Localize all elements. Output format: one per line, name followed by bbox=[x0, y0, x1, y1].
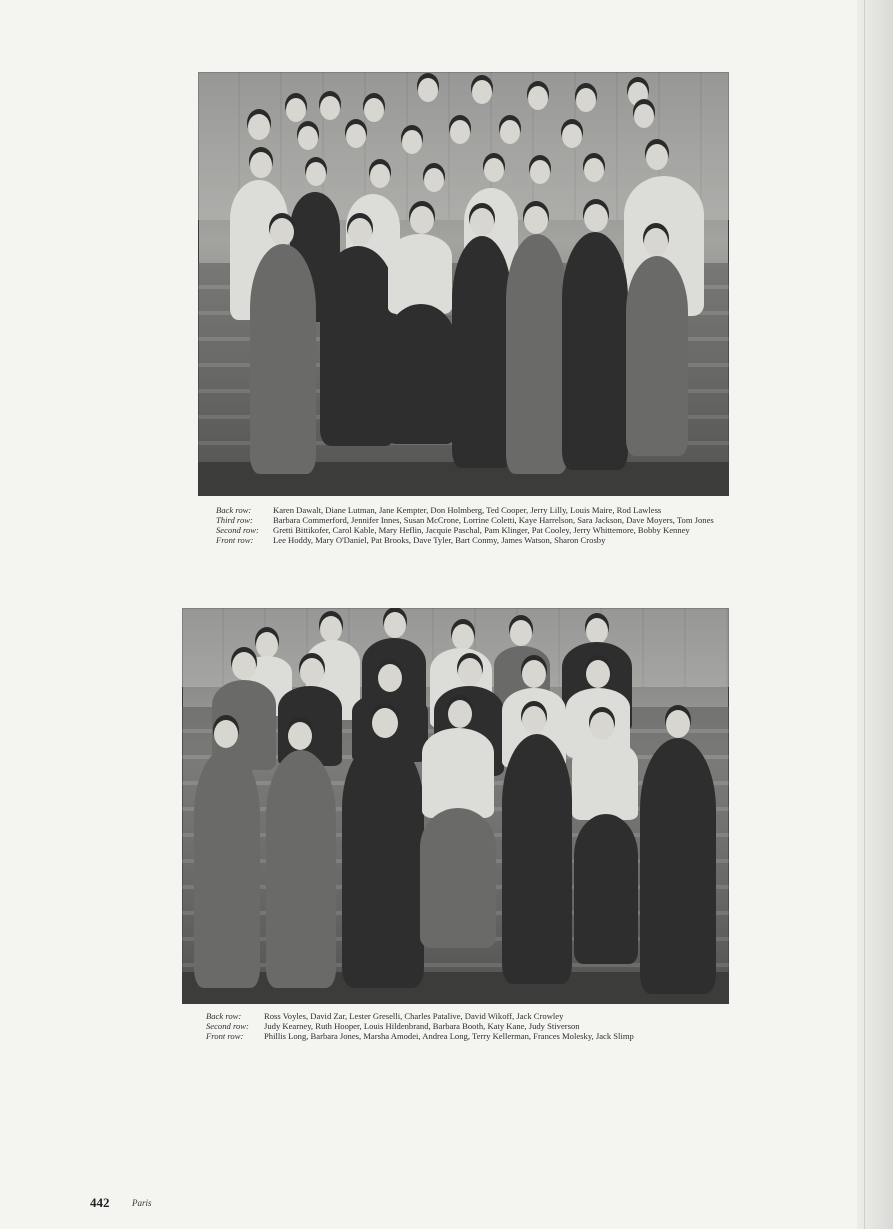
student-figure bbox=[378, 664, 402, 692]
student-figure bbox=[194, 748, 260, 988]
student-figure bbox=[528, 86, 548, 110]
caption-row-label: Second row: bbox=[206, 1021, 249, 1031]
group-photo-top bbox=[198, 72, 729, 496]
student-figure bbox=[502, 734, 572, 984]
caption-row-label: Back row: bbox=[216, 505, 252, 515]
student-figure bbox=[452, 624, 474, 650]
student-figure bbox=[666, 710, 690, 738]
page-edge-line bbox=[864, 0, 865, 1229]
student-figure bbox=[248, 114, 270, 140]
student-figure bbox=[470, 208, 494, 236]
caption-row-label: Third row: bbox=[216, 515, 253, 525]
caption-row-label: Front row: bbox=[216, 535, 254, 545]
caption-row-label: Front row: bbox=[206, 1031, 244, 1041]
student-figure bbox=[342, 738, 424, 988]
student-figure bbox=[250, 244, 316, 474]
student-figure bbox=[418, 78, 438, 102]
student-figure bbox=[458, 658, 482, 686]
student-figure bbox=[634, 104, 654, 128]
student-figure bbox=[410, 206, 434, 234]
student-figure bbox=[584, 158, 604, 182]
caption-row bbox=[206, 1011, 690, 1021]
caption-row-label: Back row: bbox=[206, 1011, 242, 1021]
student-figure bbox=[424, 168, 444, 192]
student-figure bbox=[288, 722, 312, 750]
student-figure bbox=[348, 218, 372, 246]
caption-row bbox=[206, 1021, 690, 1031]
student-figure bbox=[522, 706, 546, 734]
caption-row-names: Barbara Commerford, Jennifer Innes, Susan McCrone, Lorrine Coletti, Kaye Harrelson, Sara Jackson, Dave Moyers, Tom Jones bbox=[273, 515, 714, 525]
student-figure bbox=[402, 130, 422, 154]
page-edge bbox=[857, 0, 893, 1229]
section-label: Paris bbox=[132, 1198, 152, 1208]
student-figure bbox=[384, 612, 406, 638]
caption-row bbox=[216, 505, 714, 515]
student-figure bbox=[270, 218, 294, 246]
student-figure bbox=[472, 80, 492, 104]
student-figure bbox=[586, 618, 608, 644]
student-figure bbox=[640, 738, 716, 994]
student-figure bbox=[320, 246, 396, 446]
student-figure bbox=[420, 808, 496, 948]
student-figure bbox=[320, 616, 342, 642]
page-number: 442 bbox=[90, 1195, 110, 1210]
student-figure bbox=[484, 158, 504, 182]
student-figure bbox=[422, 728, 494, 818]
caption-row-names: Lee Hoddy, Mary O'Daniel, Pat Brooks, Dave Tyler, Bart Conmy, James Watson, Sharon Crosby bbox=[273, 535, 606, 545]
student-figure bbox=[522, 660, 546, 688]
student-figure bbox=[530, 160, 550, 184]
student-figure bbox=[306, 162, 326, 186]
student-figure bbox=[300, 658, 324, 686]
student-figure bbox=[372, 708, 398, 738]
caption-row-names: Gretti Bittikofer, Carol Kable, Mary Heflin, Jacquie Paschal, Pam Klinger, Pat Cooley, Jerry Whittemore, Bobby Kenney bbox=[273, 525, 690, 535]
caption-row bbox=[206, 1031, 690, 1041]
student-figure bbox=[562, 124, 582, 148]
caption-bottom bbox=[206, 1011, 690, 1041]
caption-row bbox=[216, 525, 714, 535]
student-figure bbox=[250, 152, 272, 178]
student-figure bbox=[510, 620, 532, 646]
student-figure bbox=[214, 720, 238, 748]
student-figure bbox=[574, 814, 638, 964]
student-figure bbox=[506, 234, 568, 474]
student-figure bbox=[590, 712, 614, 740]
caption-row-names: Phillis Long, Barbara Jones, Marsha Amodei, Andrea Long, Terry Kellerman, Frances Molesky, Jack Slimp bbox=[264, 1031, 634, 1041]
caption-row-label: Second row: bbox=[216, 525, 259, 535]
student-figure bbox=[386, 304, 456, 444]
student-figure bbox=[646, 144, 668, 170]
student-figure bbox=[448, 700, 472, 728]
student-figure bbox=[562, 232, 628, 470]
student-figure bbox=[346, 124, 366, 148]
student-figure bbox=[364, 98, 384, 122]
caption-row-names: Karen Dawalt, Diane Lutman, Jane Kempter, Don Holmberg, Ted Cooper, Jerry Lilly, Louis Maire, Rod Lawless bbox=[273, 505, 662, 515]
group-photo-bottom bbox=[182, 608, 729, 1004]
caption-row bbox=[216, 535, 714, 545]
student-figure bbox=[524, 206, 548, 234]
student-figure bbox=[500, 120, 520, 144]
caption-row-names: Ross Voyles, David Zar, Lester Greselli, Charles Patalive, David Wikoff, Jack Crowley bbox=[264, 1011, 564, 1021]
student-figure bbox=[256, 632, 278, 658]
student-figure bbox=[370, 164, 390, 188]
student-figure bbox=[628, 82, 648, 106]
student-figure bbox=[644, 228, 668, 256]
caption-row-names: Judy Kearney, Ruth Hooper, Louis Hildenbrand, Barbara Booth, Katy Kane, Judy Stiverson bbox=[264, 1021, 580, 1031]
student-figure bbox=[286, 98, 306, 122]
student-figure bbox=[298, 126, 318, 150]
student-figure bbox=[576, 88, 596, 112]
student-figure bbox=[388, 234, 452, 314]
student-figure bbox=[584, 204, 608, 232]
student-figure bbox=[452, 236, 512, 468]
student-figure bbox=[266, 750, 336, 988]
student-figure bbox=[450, 120, 470, 144]
student-figure bbox=[626, 256, 688, 456]
caption-top bbox=[216, 505, 714, 545]
student-figure bbox=[232, 652, 256, 680]
student-figure bbox=[572, 740, 638, 820]
student-figure bbox=[320, 96, 340, 120]
caption-row bbox=[216, 515, 714, 525]
student-figure bbox=[586, 660, 610, 688]
